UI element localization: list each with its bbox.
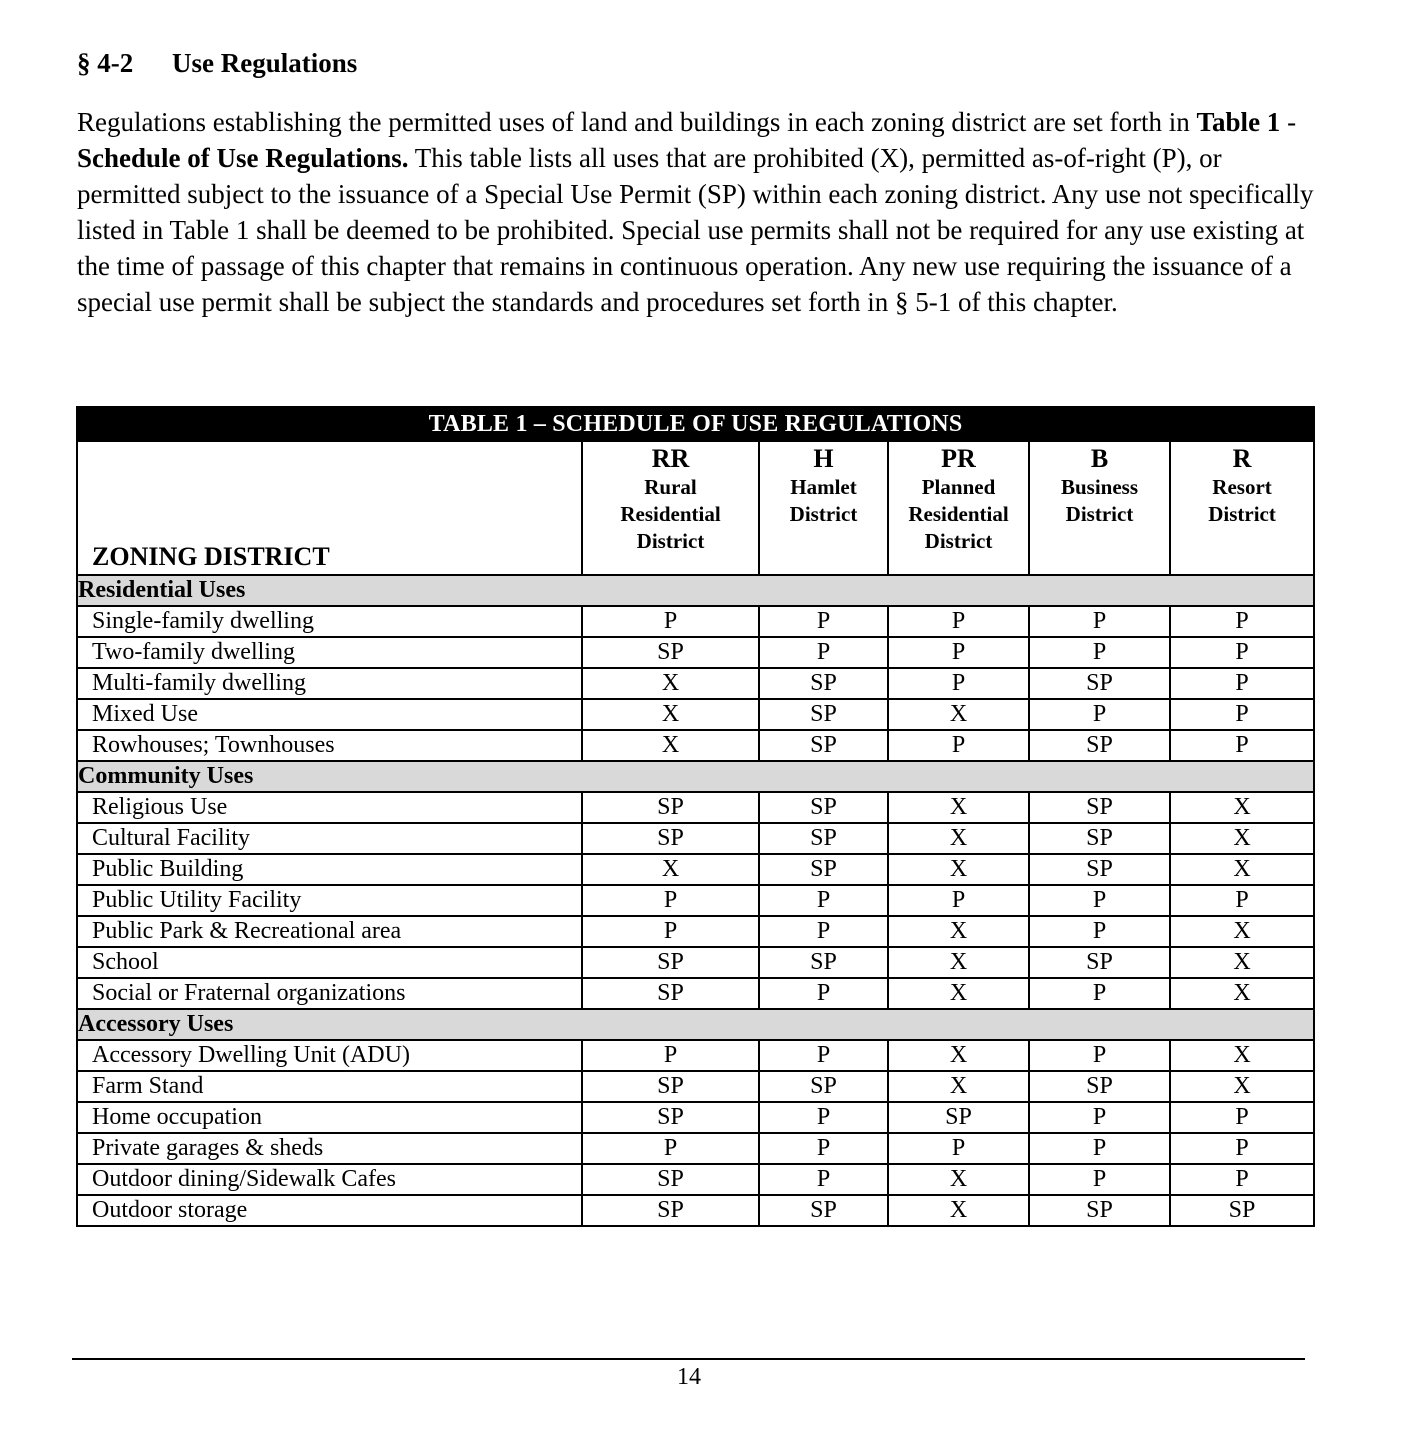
permission-cell: SP	[1029, 668, 1170, 699]
section-title: Use Regulations	[172, 48, 358, 78]
permission-cell: SP	[1029, 854, 1170, 885]
district-code: PR	[941, 444, 976, 473]
table-row	[77, 823, 1314, 854]
use-name-cell: Farm Stand	[77, 1071, 582, 1102]
permission-cell: P	[582, 606, 759, 637]
permission-cell: P	[582, 1040, 759, 1071]
use-name-cell: Religious Use	[77, 792, 582, 823]
table-title: TABLE 1 – SCHEDULE OF USE REGULATIONS	[77, 407, 1314, 441]
intro-paragraph	[77, 104, 1317, 320]
permission-cell: P	[1170, 1164, 1314, 1195]
table-header-row	[77, 441, 1314, 575]
permission-cell: X	[582, 854, 759, 885]
permission-cell: X	[1170, 1071, 1314, 1102]
permission-cell: X	[888, 947, 1029, 978]
permission-cell: P	[759, 637, 888, 668]
footer-divider	[72, 1358, 1305, 1360]
permission-cell: X	[888, 978, 1029, 1009]
permission-cell: P	[1170, 730, 1314, 761]
use-name-cell: Outdoor dining/Sidewalk Cafes	[77, 1164, 582, 1195]
district-code: RR	[651, 444, 690, 473]
district-header-b	[1029, 441, 1170, 575]
intro-separator: -	[1280, 107, 1297, 137]
permission-cell: X	[1170, 792, 1314, 823]
permission-cell: P	[759, 1133, 888, 1164]
use-name-cell: Social or Fraternal organizations	[77, 978, 582, 1009]
permission-cell: P	[1029, 1040, 1170, 1071]
permission-cell: X	[582, 668, 759, 699]
permission-cell: X	[888, 1071, 1029, 1102]
permission-cell: P	[888, 1133, 1029, 1164]
district-code: H	[813, 444, 834, 473]
permission-cell: P	[759, 885, 888, 916]
section-symbol: §	[895, 287, 909, 317]
use-name-cell: Multi-family dwelling	[77, 668, 582, 699]
table-row	[77, 792, 1314, 823]
use-name-cell: Home occupation	[77, 1102, 582, 1133]
permission-cell: X	[1170, 854, 1314, 885]
permission-cell: X	[888, 699, 1029, 730]
permission-cell: SP	[888, 1102, 1029, 1133]
table-row	[77, 1102, 1314, 1133]
permission-cell: X	[1170, 916, 1314, 947]
permission-cell: SP	[1029, 792, 1170, 823]
use-name-cell: Public Building	[77, 854, 582, 885]
permission-cell: P	[582, 885, 759, 916]
permission-cell: X	[888, 1164, 1029, 1195]
permission-cell: SP	[582, 1164, 759, 1195]
permission-cell: P	[759, 1040, 888, 1071]
permission-cell: P	[1029, 699, 1170, 730]
table-row	[77, 1164, 1314, 1195]
table-row	[77, 978, 1314, 1009]
permission-cell: X	[582, 699, 759, 730]
permission-cell: P	[759, 1164, 888, 1195]
group-row	[77, 1009, 1314, 1040]
permission-cell: X	[888, 1195, 1029, 1226]
permission-cell: P	[1029, 1164, 1170, 1195]
district-code: B	[1090, 444, 1109, 473]
permission-cell: SP	[1029, 730, 1170, 761]
intro-text-1: Regulations establishing the permitted uses of land and buildings in each zoning district are set forth in	[77, 107, 1197, 137]
district-name: Rural Residential District	[620, 475, 721, 553]
permission-cell: X	[888, 1040, 1029, 1071]
permission-cell: SP	[759, 668, 888, 699]
group-label: Community Uses	[77, 761, 1314, 792]
use-name-cell: Public Park & Recreational area	[77, 916, 582, 947]
permission-cell: P	[1029, 978, 1170, 1009]
table-row	[77, 885, 1314, 916]
permission-cell: SP	[759, 823, 888, 854]
table-body	[77, 575, 1314, 1226]
permission-cell: P	[1029, 606, 1170, 637]
permission-cell: P	[888, 637, 1029, 668]
permission-cell: P	[1029, 1102, 1170, 1133]
permission-cell: P	[888, 668, 1029, 699]
use-name-cell: School	[77, 947, 582, 978]
permission-cell: SP	[759, 947, 888, 978]
table-row	[77, 699, 1314, 730]
table-row	[77, 1071, 1314, 1102]
permission-cell: SP	[759, 1071, 888, 1102]
intro-text-2: This table lists all uses that are prohibited (X), permitted as-of-right (P), or permitted subject to the issuance of a Special Use Permit (SP) within each zoning district. Any use not specifically listed in Table 1 shall be deemed to be prohibited. Special use permits shall not be required for any use existing at the time of passage of this chapter that remains in continuous operation. Any new use requiring the issuance of a special use permit shall be subject the standards and procedures set forth in	[77, 143, 1314, 317]
table-row	[77, 854, 1314, 885]
permission-cell: P	[1170, 1102, 1314, 1133]
permission-cell: SP	[582, 978, 759, 1009]
permission-cell: X	[582, 730, 759, 761]
permission-cell: SP	[1029, 947, 1170, 978]
section-number: § 4-2	[77, 48, 134, 78]
use-name-cell: Cultural Facility	[77, 823, 582, 854]
permission-cell: P	[1029, 1133, 1170, 1164]
permission-cell: X	[888, 916, 1029, 947]
intro-table-ref: Table 1	[1196, 107, 1281, 137]
district-header-h	[759, 441, 888, 575]
permission-cell: P	[1170, 668, 1314, 699]
district-name: Business District	[1060, 475, 1139, 526]
permission-cell: P	[888, 606, 1029, 637]
permission-cell: P	[888, 730, 1029, 761]
permission-cell: SP	[1029, 1195, 1170, 1226]
permission-cell: P	[582, 916, 759, 947]
permission-cell: SP	[582, 1102, 759, 1133]
use-name-cell: Two-family dwelling	[77, 637, 582, 668]
table-row	[77, 1040, 1314, 1071]
group-row	[77, 761, 1314, 792]
permission-cell: X	[1170, 978, 1314, 1009]
permission-cell: P	[1029, 916, 1170, 947]
permission-cell: SP	[582, 1071, 759, 1102]
use-name-cell: Mixed Use	[77, 699, 582, 730]
use-name-cell: Outdoor storage	[77, 1195, 582, 1226]
permission-cell: P	[1170, 699, 1314, 730]
table-row	[77, 668, 1314, 699]
table-row	[77, 947, 1314, 978]
table-row	[77, 637, 1314, 668]
table-row	[77, 1195, 1314, 1226]
permission-cell: P	[1170, 1133, 1314, 1164]
group-label: Accessory Uses	[77, 1009, 1314, 1040]
permission-cell: P	[759, 606, 888, 637]
district-code: R	[1232, 444, 1252, 473]
permission-cell: P	[1170, 606, 1314, 637]
zoning-district-label: ZONING DISTRICT	[77, 441, 582, 575]
table-row	[77, 1133, 1314, 1164]
section-heading	[77, 48, 357, 79]
intro-text-3: 5-1 of this chapter.	[908, 287, 1118, 317]
permission-cell: P	[759, 1102, 888, 1133]
group-row	[77, 575, 1314, 606]
use-regulations-table	[76, 406, 1315, 1227]
permission-cell: SP	[1029, 823, 1170, 854]
use-name-cell: Rowhouses; Townhouses	[77, 730, 582, 761]
use-name-cell: Single-family dwelling	[77, 606, 582, 637]
intro-table-name: Schedule of Use Regulations.	[77, 143, 409, 173]
permission-cell: SP	[759, 854, 888, 885]
district-name: Resort District	[1208, 475, 1276, 526]
permission-cell: P	[1029, 637, 1170, 668]
table-row	[77, 606, 1314, 637]
permission-cell: SP	[582, 947, 759, 978]
permission-cell: SP	[759, 792, 888, 823]
permission-cell: P	[1170, 885, 1314, 916]
permission-cell: SP	[582, 792, 759, 823]
permission-cell: P	[759, 916, 888, 947]
use-name-cell: Public Utility Facility	[77, 885, 582, 916]
district-header-r	[1170, 441, 1314, 575]
permission-cell: P	[759, 978, 888, 1009]
permission-cell: SP	[759, 730, 888, 761]
permission-cell: X	[1170, 947, 1314, 978]
permission-cell: P	[582, 1133, 759, 1164]
permission-cell: SP	[759, 699, 888, 730]
permission-cell: SP	[1170, 1195, 1314, 1226]
permission-cell: SP	[1029, 1071, 1170, 1102]
permission-cell: X	[888, 792, 1029, 823]
page-number: 14	[677, 1364, 701, 1390]
use-name-cell: Private garages & sheds	[77, 1133, 582, 1164]
permission-cell: X	[888, 823, 1029, 854]
table-row	[77, 730, 1314, 761]
permission-cell: X	[1170, 1040, 1314, 1071]
permission-cell: P	[1170, 637, 1314, 668]
district-name: Planned Residential District	[908, 475, 1009, 553]
district-header-pr	[888, 441, 1029, 575]
table-row	[77, 916, 1314, 947]
permission-cell: P	[888, 885, 1029, 916]
district-name: Hamlet District	[789, 475, 858, 526]
district-header-rr	[582, 441, 759, 575]
group-label: Residential Uses	[77, 575, 1314, 606]
permission-cell: SP	[582, 637, 759, 668]
permission-cell: P	[1029, 885, 1170, 916]
permission-cell: SP	[759, 1195, 888, 1226]
permission-cell: X	[888, 854, 1029, 885]
permission-cell: SP	[582, 823, 759, 854]
use-name-cell: Accessory Dwelling Unit (ADU)	[77, 1040, 582, 1071]
table-title-row	[77, 407, 1314, 441]
permission-cell: X	[1170, 823, 1314, 854]
permission-cell: SP	[582, 1195, 759, 1226]
